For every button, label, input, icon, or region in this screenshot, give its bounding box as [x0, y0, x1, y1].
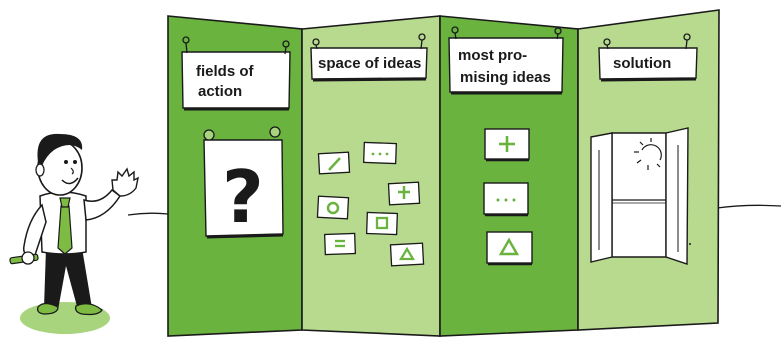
question-mark-icon: ? [222, 155, 264, 239]
panel-label-line: action [198, 83, 243, 100]
panel-fields-of-action [168, 16, 302, 336]
idea-card-plus [388, 182, 419, 205]
panel-label-line: space of ideas [318, 55, 422, 72]
idea-card-equals [325, 233, 356, 254]
panel-solution [578, 10, 719, 330]
horizon-line-right [717, 205, 781, 208]
horizon-line-left [128, 213, 168, 215]
idea-card-circle [317, 196, 348, 219]
question-sheet [204, 127, 283, 239]
person-icon [10, 134, 138, 334]
panel-most-promising-ideas [440, 16, 578, 336]
window-icon [591, 128, 688, 264]
promising-card-triangle [487, 232, 532, 264]
panel-space-of-ideas [302, 16, 440, 336]
promising-card-dots [484, 183, 528, 215]
idea-card-triangle [390, 243, 423, 266]
panel-label-line: most pro- [458, 47, 528, 64]
idea-card-slash [318, 152, 349, 174]
panel-label-line: fields of [196, 63, 254, 80]
panel-label-line: mising ideas [460, 69, 551, 86]
idea-card-square [367, 212, 398, 234]
idea-card-dots [364, 142, 397, 163]
promising-card-plus [485, 129, 529, 160]
panel-label-line: solution [613, 55, 672, 72]
